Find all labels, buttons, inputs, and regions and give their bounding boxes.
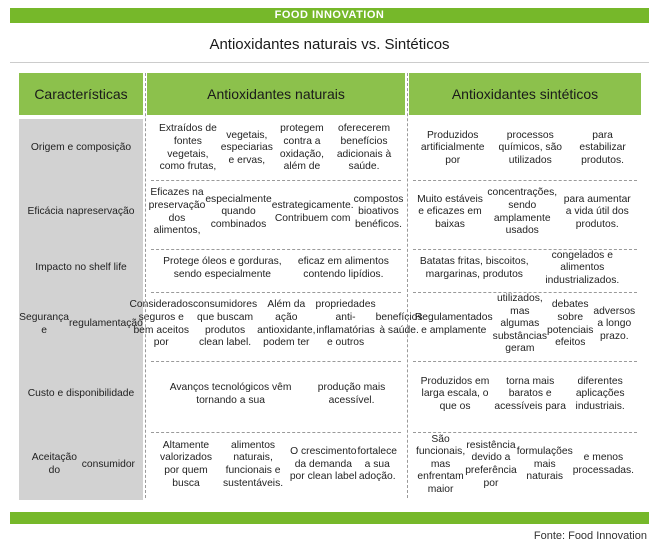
cell-text-line: formulações mais naturais (516, 446, 573, 483)
cell-text-line: Produzidos em larga escala, o que os (420, 375, 490, 412)
cell-text-line: compostos bioativos benéficos. (353, 193, 404, 230)
cell-text-line: propriedades anti-inflamatórias e outros (315, 299, 376, 349)
natural-cell (147, 430, 405, 500)
cell-text-line: vegetais, especiarias e ervas, (220, 129, 273, 166)
synthetic-cell (409, 178, 641, 247)
cell-text-line: congelados e alimentos industrializados. (545, 249, 620, 286)
cell-text-line: Altamente valorizados por quem busca (159, 439, 213, 489)
cell-text-line: fortalece a sua adoção. (357, 446, 397, 483)
cell-text-line: eficaz em alimentos contendo lipídios. (297, 255, 389, 280)
natural-cell (147, 247, 405, 290)
cell-text-line: Muito estáveis e eficazes em baixas (417, 193, 483, 230)
cell-text-line: Produzidos artificialmente por (420, 129, 485, 166)
feature-cell (19, 430, 143, 500)
cell-text-line: oferecerem benefícios adicionais à saúde. (336, 123, 392, 173)
cell-text-line: estrategicamente. Contribuem com (271, 199, 354, 224)
natural-cell (147, 178, 405, 247)
cell-text-line: produção mais acessível. (317, 381, 386, 406)
feature-cell (19, 119, 143, 178)
cell-text-line: concentrações, sendo amplamente usados (487, 187, 558, 237)
cell-text-line: Além da ação antioxidante, podem ter (257, 299, 316, 349)
source-credit: Fonte: Food Innovation (533, 530, 647, 542)
feature-cell (19, 359, 143, 430)
bottom-banner (10, 512, 649, 524)
feature-cell (19, 247, 143, 290)
cell-text-line: Batatas fritas, biscoitos, margarinas, produtos (419, 255, 529, 280)
cell-text-line: São funcionais, mas enfrentam maior (415, 433, 466, 495)
feature-cell (19, 290, 143, 359)
column-divider (145, 73, 146, 498)
cell-text-line: resistência devido a preferência por (465, 439, 517, 489)
cell-text-line: O crescimento da demanda por clean label (289, 446, 357, 483)
cell-text-line: consumidor (81, 458, 135, 470)
cell-text-line: Regulamentados e amplamente (414, 311, 493, 336)
cell-text-line: torna mais baratos e acessíveis para (494, 375, 566, 412)
cell-text-line: Eficácia na (27, 206, 78, 218)
cell-text-line: Avanços tecnológicos vêm tornando a sua (169, 381, 292, 406)
cell-text-line: Protege óleos e gorduras, sendo especialmente (163, 255, 282, 280)
cell-text-line: Origem e composição (30, 142, 132, 154)
cell-text-line: regulamentação (68, 318, 143, 330)
cell-text-line: Aceitação do (31, 452, 77, 476)
cell-text-line: preservação (77, 206, 135, 218)
cell-text-line: Eficazes na preservação dos alimentos, (148, 187, 206, 237)
cell-text-line: Extraídos de fontes vegetais, como frutas, (158, 123, 217, 173)
natural-cell (129, 290, 423, 359)
feature-cell (19, 178, 143, 247)
column-divider (407, 73, 408, 498)
cell-text-line: e menos processadas. (572, 452, 635, 476)
cell-text-line: especialmente quando combinados (205, 193, 272, 230)
synthetic-cell (409, 119, 641, 178)
synthetic-cell (409, 359, 641, 430)
natural-cell (147, 359, 405, 430)
cell-text-line: adversos a longo prazo. (593, 305, 636, 342)
cell-text-line: Segurança e (19, 311, 69, 336)
synthetic-cell (409, 430, 641, 500)
cell-text-line: processos químicos, são utilizados (498, 129, 563, 166)
header-characteristics: Características (19, 73, 143, 115)
synthetic-cell (409, 290, 641, 359)
cell-text-line: alimentos naturais, funcionais e sustentáveis. (223, 439, 284, 489)
cell-text-line: consumidores que buscam produtos clean label. (193, 299, 258, 349)
cell-text-line: para estabilizar produtos. (579, 129, 626, 166)
cell-text-line: Impacto no shelf life (35, 262, 127, 274)
cell-text-line: benefícios à saúde. (375, 311, 423, 336)
header-synthetic: Antioxidantes sintéticos (409, 73, 641, 115)
natural-cell (147, 119, 405, 178)
cell-text-line: diferentes aplicações industriais. (575, 375, 625, 412)
cell-text-line: protegem contra a oxidação, além de (279, 123, 324, 173)
page-title: Antioxidantes naturais vs. Sintéticos (209, 36, 450, 53)
cell-text-line: utilizados, mas algumas substâncias geram (492, 293, 548, 355)
cell-text-line: Considerados seguros e bem aceitos por (129, 299, 193, 349)
title-divider (10, 62, 649, 63)
synthetic-cell (409, 247, 641, 290)
header-natural: Antioxidantes naturais (147, 73, 405, 115)
cell-text-line: Custo e disponibilidade (27, 388, 135, 400)
cell-text-line: para aumentar a vida útil dos produtos. (563, 193, 631, 230)
cell-text-line: debates sobre potenciais efeitos (547, 299, 594, 349)
top-banner: FOOD INNOVATION (10, 8, 649, 23)
